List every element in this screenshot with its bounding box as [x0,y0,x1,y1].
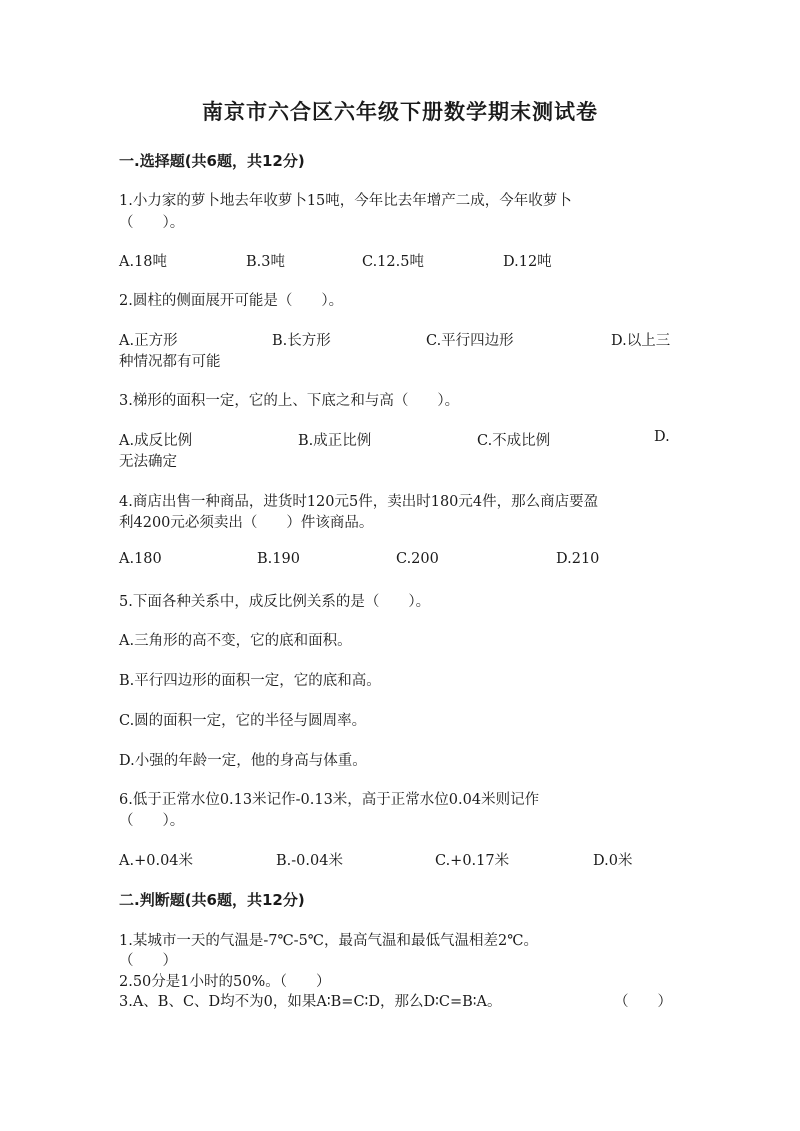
question-3-option-d: D. [654,429,670,445]
judgment-3-line-1: 3.A、B、C、D均不为0，如果A∶B=C∶D，那么D∶C=B∶A。 [119,994,502,1010]
question-3-option-b: B.成正比例 [298,433,372,449]
question-4-option-c: C.200 [396,551,439,567]
question-2-line-1: 2.圆柱的侧面展开可能是（ ）。 [119,293,344,309]
question-2-option-a: A.正方形 [119,333,178,349]
question-3-option-a: A.成反比例 [119,433,193,449]
judgment-1-line-1: 1.某城市一天的气温是-7℃-5℃，最高气温和最低气温相差2℃。 [119,933,538,949]
question-2-option-b: B.长方形 [272,333,331,349]
section-heading-judgment: 二.判断题(共6题，共12分) [119,891,305,909]
question-5-option-a: A.三角形的高不变，它的底和面积。 [119,633,352,649]
judgment-1-line-2: （ ） [119,953,177,969]
question-5-line-1: 5.下面各种关系中，成反比例关系的是（ ）。 [119,594,431,610]
section-heading-choice: 一.选择题(共6题，共12分) [119,152,305,170]
question-4-option-b: B.190 [257,551,300,567]
question-6-option-d: D.0米 [593,853,633,869]
question-4-line-2: 利4200元必须卖出（ ）件该商品。 [119,515,374,531]
question-6-option-b: B.-0.04米 [276,853,343,869]
question-1-line-1: 1.小力家的萝卜地去年收萝卜15吨，今年比去年增产二成，今年收萝卜 [119,193,572,209]
question-2-option-d-continued: 种情况都有可能 [119,354,221,370]
question-1-option-b: B.3吨 [246,254,285,270]
question-3-option-c: C.不成比例 [477,433,551,449]
question-4-option-a: A.180 [119,551,162,567]
question-1-option-d: D.12吨 [503,254,552,270]
question-6-line-2: （ ）。 [119,813,185,829]
question-6-line-1: 6.低于正常水位0.13米记作-0.13米，高于正常水位0.04米则记作 [119,792,540,808]
question-6-option-c: C.+0.17米 [435,853,510,869]
judgment-3-answer-bracket: （ ） [614,994,672,1010]
page-title: 南京市六合区六年级下册数学期末测试卷 [202,100,598,124]
question-5-option-b: B.平行四边形的面积一定，它的底和高。 [119,673,381,689]
question-3-line-1: 3.梯形的面积一定，它的上、下底之和与高（ ）。 [119,393,460,409]
question-2-option-d: D.以上三 [611,333,671,349]
question-4-option-d: D.210 [556,551,600,567]
question-5-option-d: D.小强的年龄一定，他的身高与体重。 [119,753,367,769]
question-3-option-d-continued: 无法确定 [119,454,177,470]
question-1-option-c: C.12.5吨 [362,254,424,270]
question-2-option-c: C.平行四边形 [426,333,514,349]
question-1-option-a: A.18吨 [119,254,168,270]
question-4-line-1: 4.商店出售一种商品，进货时120元5件，卖出时180元4件，那么商店要盈 [119,494,599,510]
question-1-line-2: （ ）。 [119,215,185,231]
question-5-option-c: C.圆的面积一定，它的半径与圆周率。 [119,713,367,729]
question-6-option-a: A.+0.04米 [119,853,194,869]
judgment-2-line-1: 2.50分是1小时的50%。（ ） [119,974,331,990]
